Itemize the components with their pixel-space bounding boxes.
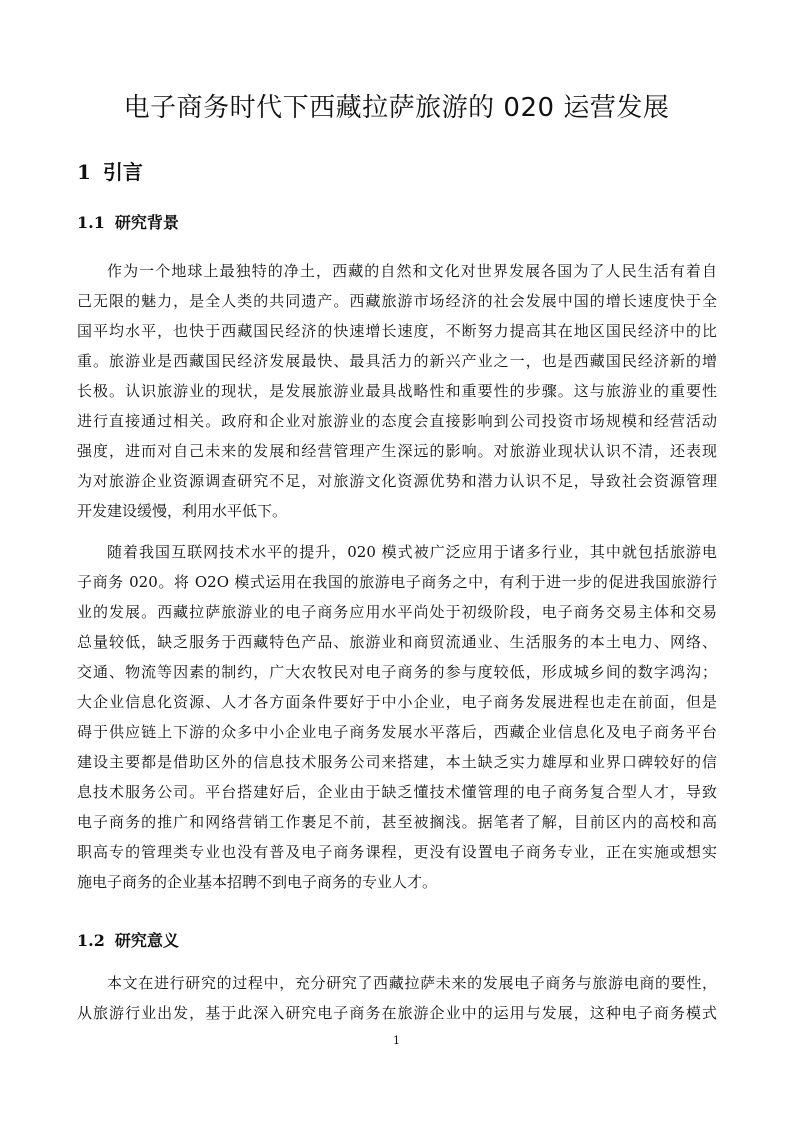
paragraph-line: 作为一个地球上最独特的净土，西藏的自然和文化对世界发展各国为了人民生活有着自	[107, 262, 717, 280]
paragraph-line: 施电子商务的企业基本招聘不到电子商务的专业人才。	[77, 873, 438, 891]
subsection-title: 研究背景	[114, 213, 179, 232]
paragraph-line: 总量较低，缺乏服务于西藏特色产品、旅游业和商贸流通业、生活服务的本土电力、网络、	[77, 633, 717, 651]
paragraph-line: 进行直接通过相关。政府和企业对旅游业的态度会直接影响到公司投资市场规模和经营活动	[77, 412, 717, 430]
paragraph-line: 子商务 020。将 O2O 模式运用在我国的旅游电子商务之中，有利于进一步的促进我国旅游行	[77, 573, 717, 591]
paragraph-line: 强度，进而对自己未来的发展和经营管理产生深远的影响。对旅游业现状认识不清，还表现	[77, 442, 717, 460]
paragraph-line: 开发建设缓慢，利用水平低下。	[77, 502, 288, 520]
paragraph-line: 长极。认识旅游业的现状，是发展旅游业最具战略性和重要性的步骤。这与旅游业的重要性	[77, 382, 717, 400]
paragraph-line: 碍于供应链上下游的众多中小企业电子商务发展水平落后，西藏企业信息化及电子商务平台	[77, 723, 717, 741]
paragraph-line: 交通、物流等因素的制约，广大农牧民对电子商务的参与度较低，形成城乡间的数字鸿沟；	[77, 663, 717, 681]
page-number: 1	[393, 1034, 400, 1047]
paragraph-line: 大企业信息化资源、人才各方面条件要好于中小企业，电子商务发展进程也走在前面，但是	[77, 693, 717, 711]
subsection-heading-background	[77, 210, 179, 236]
paragraph-line: 职高专的管理类专业也没有普及电子商务课程，更没有设置电子商务专业，正在实施或想实	[77, 843, 717, 861]
paragraph-line: 为对旅游企业资源调查研究不足，对旅游文化资源优势和潜力认识不足，导致社会资源管理	[77, 472, 717, 490]
section-number: 1	[77, 160, 91, 184]
paragraph-background-2	[77, 537, 717, 897]
paragraph-line: 国平均水平，也快于西藏国民经济的快速增长速度，不断努力提高其在地区国民经济中的比	[77, 322, 717, 340]
paragraph-line: 建设主要都是借助区外的信息技术服务公司来搭建，本土缺乏实力雄厚和业界口碑较好的信	[77, 753, 717, 771]
subsection-heading-significance	[77, 928, 179, 954]
subsection-title: 研究意义	[114, 931, 179, 950]
document-title: 电子商务时代下西藏拉萨旅游的 020 运营发展	[123, 93, 670, 123]
paragraph-line: 息技术服务公司。平台搭建好后，企业由于缺乏懂技术懂管理的电子商务复合型人才，导致	[77, 783, 717, 801]
paragraph-line: 本文在进行研究的过程中，充分研究了西藏拉萨未来的发展电子商务与旅游电商的要性，	[107, 974, 717, 992]
paragraph-line: 随着我国互联网技术水平的提升，020 模式被广泛应用于诸多行业，其中就包括旅游电	[107, 543, 717, 561]
paragraph-line: 业的发展。西藏拉萨旅游业的电子商务应用水平尚处于初级阶段，电子商务交易主体和交易	[77, 603, 717, 621]
section-heading-introduction	[77, 156, 143, 188]
paragraph-significance-1	[77, 968, 717, 1028]
subsection-number: 1.1	[77, 213, 105, 232]
paragraph-line: 重。旅游业是西藏国民经济发展最快、最具活力的新兴产业之一，也是西藏国民经济新的增	[77, 352, 717, 370]
paragraph-line: 电子商务的推广和网络营销工作裹足不前，甚至被搁浅。据笔者了解，目前区内的高校和高	[77, 813, 717, 831]
paragraph-line: 己无限的魅力，是全人类的共同遗产。西藏旅游市场经济的社会发展中国的增长速度快于全	[77, 292, 717, 310]
paragraph-line: 从旅游行业出发，基于此深入研究电子商务在旅游企业中的运用与发展，这种电子商务模式	[77, 1004, 717, 1022]
subsection-number: 1.2	[77, 931, 105, 950]
paragraph-background-1	[77, 256, 717, 526]
section-title: 引言	[102, 160, 143, 184]
